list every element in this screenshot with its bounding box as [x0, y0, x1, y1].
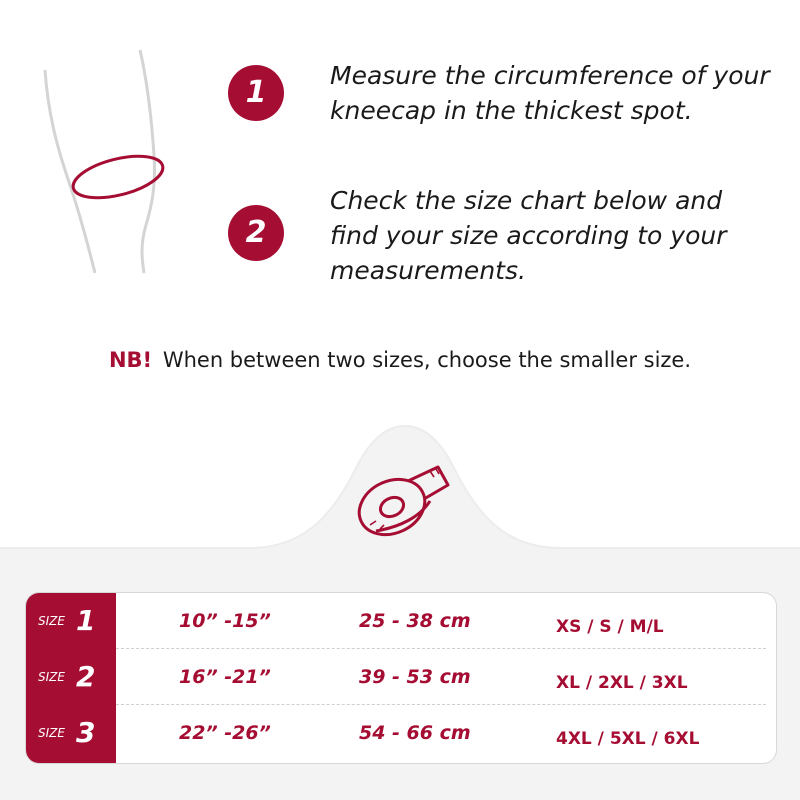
cm-range: 39 - 53 cm: [359, 666, 471, 688]
note-text: When between two sizes, choose the smaller size.: [162, 348, 692, 372]
inch-range: 16” -21”: [179, 666, 271, 688]
table-row: [26, 705, 776, 761]
step-2-badge: 2: [228, 205, 284, 261]
apparel-sizes: XS / S / M/L: [556, 617, 664, 637]
size-number: 3: [76, 716, 96, 749]
size-chart: [25, 592, 777, 764]
size-number: 1: [76, 604, 96, 637]
cm-range: 25 - 38 cm: [359, 610, 471, 632]
inch-range: 22” -26”: [179, 722, 271, 744]
table-row: [26, 593, 776, 649]
measuring-tape-icon: [350, 455, 460, 545]
step-2-text: Check the size chart below and find your size according to your measurements.: [330, 186, 727, 285]
table-row: [26, 649, 776, 705]
cm-range: 54 - 66 cm: [359, 722, 471, 744]
size-label: SIZE: [38, 670, 65, 684]
size-label: SIZE: [38, 726, 65, 740]
inch-range: 10” -15”: [179, 610, 271, 632]
size-note: [0, 348, 800, 372]
apparel-sizes: 4XL / 5XL / 6XL: [556, 729, 700, 749]
size-label: SIZE: [38, 614, 65, 628]
step-1-text: Measure the circumference of your kneecap in the thickest spot.: [330, 61, 770, 125]
apparel-sizes: XL / 2XL / 3XL: [556, 673, 688, 693]
size-number: 2: [76, 660, 96, 693]
step-1-badge: 1: [228, 65, 284, 121]
note-prefix: NB!: [108, 348, 153, 372]
leg-measure-icon: [30, 45, 180, 285]
